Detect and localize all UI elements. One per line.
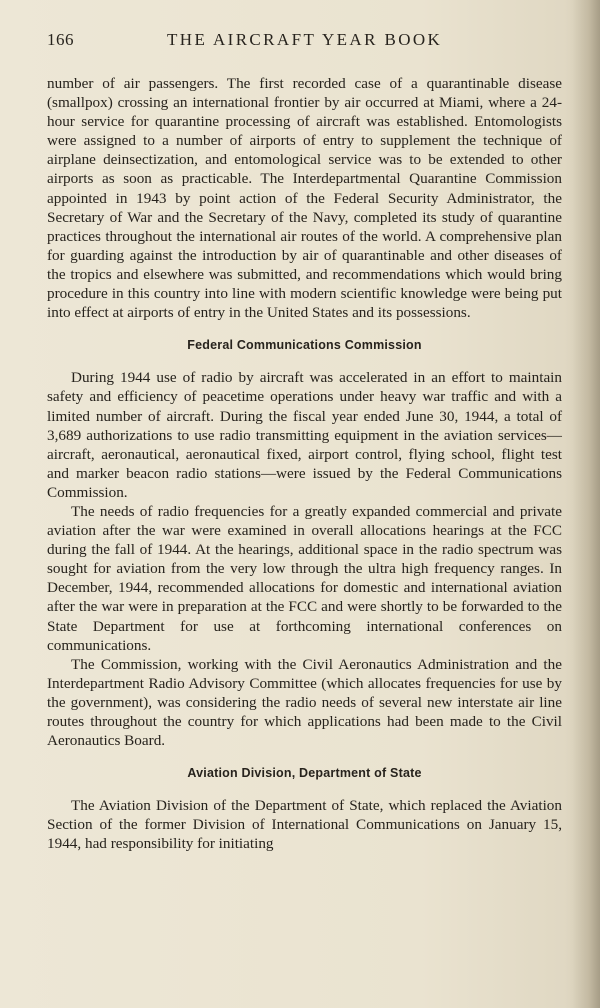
page-header — [47, 30, 560, 58]
section-heading-aviation-division: Aviation Division, Department of State — [187, 766, 422, 781]
intro-paragraph: number of air passengers. The first recorded case of a quarantinable disease (smallpox) crossing an international frontier by air occurred at Miami, where a 24-hour service for quarantine processing of aircraft was established. Entomologists were assigned to a number of airports of entry to supplement the technique of airplane deinsectization, and entomological service was to be extended to other airports as soon as practicable. The Interdepartmental Quarantine Commission appointed in 1943 by point action of the Federal Security Administrator, the Secretary of War and the Secretary of the Navy, completed its study of quarantine practices throughout the international air routes of the world. A comprehensive plan for guarding against the introduction by air of quarantinable and other diseases of the tropics and elsewhere was submitted, and recommendations which would bring procedure in this country into line with modern scientific knowledge were being put into effect at airports of entry in the United States and its possessions. — [47, 75, 562, 322]
page-edge-shadow — [572, 0, 600, 1008]
fcc-paragraph-2: The needs of radio frequencies for a greatly expanded commercial and private aviation after the war were examined in overall allocations hearings at the FCC during the fall of 1944. At the hearings, additional space in the radio spectrum was sought for aviation from the very low through the ultra high frequency ranges. In December, 1944, recommended allocations for domestic and international aviation after the war were in preparation at the FCC and were shortly to be forwarded to the State Department for use at forthcoming international conferences on communications. — [47, 502, 562, 654]
aviation-division-paragraph-1: The Aviation Division of the Department of State, which replaced the Aviation Section of the former Division of International Communications on January 15, 1944, had responsibility for initiating — [47, 797, 562, 853]
page-number: 166 — [47, 30, 74, 49]
fcc-paragraph-1: During 1944 use of radio by aircraft was accelerated in an effort to maintain safety and efficiency of peacetime operations under heavy war traffic and with a limited number of aircraft. During the fiscal year ended June 30, 1944, a total of 3,689 authorizations to use radio transmitting equipment in the aviation services—aircraft, aeronautical, aeronautical fixed, airport control, flying school, flight test and marker beacon radio stations—were issued by the Federal Communications Commission. — [47, 369, 562, 501]
running-head: THE AIRCRAFT YEAR BOOK — [167, 30, 443, 49]
fcc-paragraph-3: The Commission, working with the Civil Aeronautics Administration and the Interdepartment Radio Advisory Committee (which allocates frequencies for use by the government), was considering the radio needs of several new interstate air line routes throughout the country for which applications had been made to the Civil Aeronautics Board. — [47, 655, 562, 750]
page-body — [47, 74, 562, 854]
section-heading-fcc: Federal Communications Commission — [187, 338, 422, 353]
